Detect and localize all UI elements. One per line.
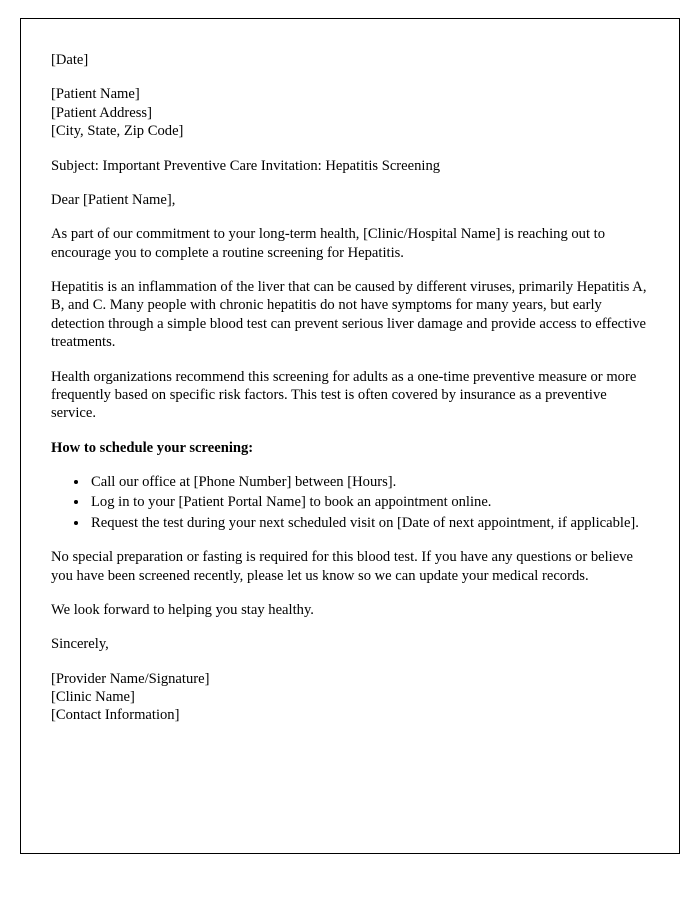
- schedule-options-list: [51, 473, 651, 532]
- paragraph-about-hepatitis: Hepatitis is an inflammation of the liver that can be caused by different viruses, primarily Hepatitis A, B, and C. Many people with chronic hepatitis do not have symptoms for many years, but early detection through a simple blood test can prevent serious liver damage and provide access to effective treatments.: [51, 279, 647, 351]
- paragraph-intro: As part of our commitment to your long-term health, [Clinic/Hospital Name] is reaching out to encourage you to complete a routine screening for Hepatitis.: [51, 226, 606, 261]
- recipient-name: [Patient Name]: [51, 86, 140, 103]
- recipient-address: [Patient Address]: [51, 104, 152, 121]
- letter-page: [20, 18, 680, 854]
- salutation: Dear [Patient Name],: [51, 191, 176, 208]
- signature-contact: [Contact Information]: [51, 707, 180, 724]
- date-placeholder: [Date]: [51, 52, 89, 68]
- signature-block: [51, 670, 651, 725]
- recipient-city-state-zip: [City, State, Zip Code]: [51, 123, 184, 140]
- schedule-heading: How to schedule your screening:: [51, 439, 254, 456]
- schedule-option-phone: • Call our office at [Phone Number] between [Hours].: [89, 473, 651, 491]
- signature-clinic: [Clinic Name]: [51, 689, 135, 705]
- closing: Sincerely,: [51, 636, 109, 653]
- paragraph-recommendation: Health organizations recommend this screening for adults as a one-time preventive measure or more frequently based on specific risk factors. This test is often covered by insurance as a preventive service.: [51, 368, 637, 422]
- subject-line: Subject: Important Preventive Care Invitation: Hepatitis Screening: [51, 157, 441, 174]
- paragraph-preparation: No special preparation or fasting is required for this blood test. If you have any questions or believe you have been screened recently, please let us know so we can update your medical records.: [51, 549, 633, 584]
- signature-provider: [Provider Name/Signature]: [51, 670, 210, 687]
- schedule-option-portal: • Log in to your [Patient Portal Name] to book an appointment online.: [89, 493, 651, 511]
- paragraph-stay-healthy: We look forward to helping you stay healthy.: [51, 601, 314, 618]
- schedule-option-next-visit: • Request the test during your next scheduled visit on [Date of next appointment, if applicable].: [89, 514, 651, 532]
- recipient-address-block: [51, 85, 651, 140]
